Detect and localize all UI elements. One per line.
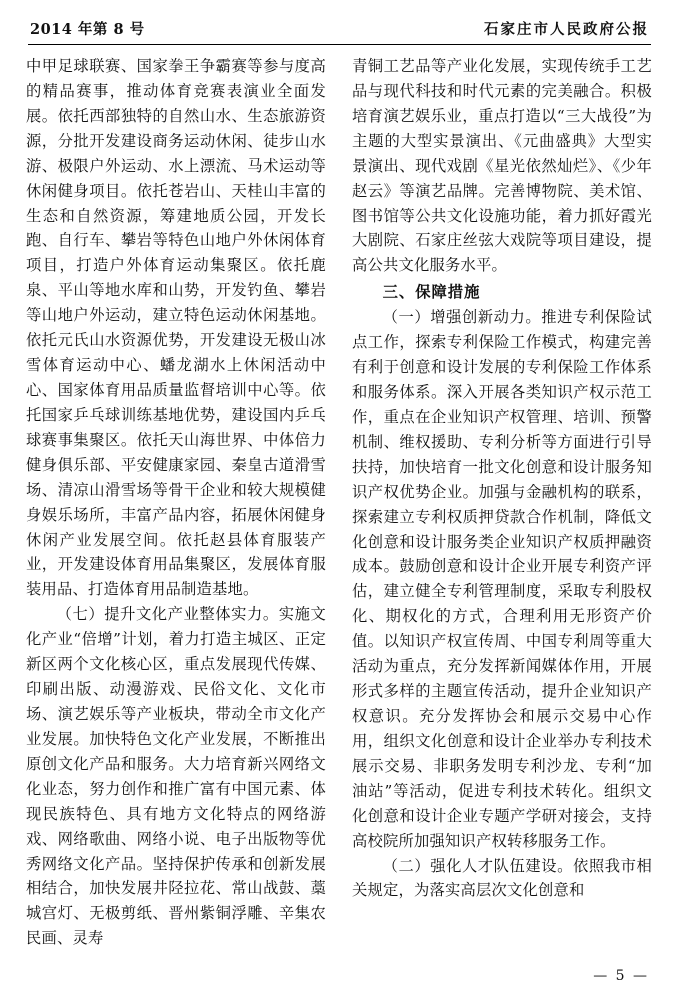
column-right — [352, 54, 652, 952]
section-heading: 三、保障措施 — [382, 283, 481, 302]
header-issue-label: 2014 年第 8 号 — [30, 21, 145, 38]
paragraph: 中甲足球联赛、国家拳王争霸赛等参与度高的精品赛事，推动体育竞赛表演业全面发展。依托西部独特的自然山水、生态旅游资源，分批开发建设商务运动休闲、徒步山水游、极限户外运动、水上漂流、马术运动等休闲健身项目。依托苍岩山、天桂山丰富的生态和自然资源，筹建地质公园，开发长跑、自行车、攀岩等特色山地户外休闲体育项目，打造户外体育运动集聚区。依托鹿泉、平山等地水库和山势，开发钓鱼、攀岩等山地户外运动，建立特色运动休闲基地。依托元氏山水资源优势，开发建设无极山冰雪体育运动中心、蟠龙湖水上休闲活动中心、国家体育用品质量监督培训中心等。依托国家乒乓球训练基地优势，建设国内乒乓球赛事集聚区。依托天山海世界、中体倍力健身俱乐部、平安健康家园、秦皇古道滑雪场、清凉山滑雪场等骨干企业和较大规模健身娱乐场所，丰富产品内容，拓展休闲健身休闲产业发展空间。依托赵县体育服装产业，开发建设体育用品集聚区，发展体育服装用品、打造体育用品制造基地。 — [26, 57, 326, 599]
header-publication-title: 石家庄市人民政府公报 — [484, 21, 649, 38]
text-columns — [26, 54, 653, 952]
page-number: — 5 — — [593, 968, 649, 984]
page-header — [26, 18, 653, 44]
header-divider — [28, 44, 651, 45]
paragraph: （一）增强创新动力。推进专利保险试点工作，探索专利保险工作模式，构建完善有利于创意和设计发展的专利保险工作体系和服务体系。深入开展各类知识产权示范工作，重点在企业知识产权管理、培训、预警机制、维权援助、专利分析等方面进行引导扶持，加快培育一批文化创意和设计服务知识产权优势企业。加强与金融机构的联系，探索建立专利权质押贷款合作机制，降低文化创意和设计服务类企业知识产权质押融资成本。鼓励创意和设计企业开展专利资产评估，建立健全专利管理制度，采取专利股权化、期权化的方式，合理利用无形资产价值。以知识产权宣传周、中国专利周等重大活动为重点，充分发挥新闻媒体作用，开展形式多样的主题宣传活动，提升企业知识产权意识。充分发挥协会和展示交易中心作用，组织文化创意和设计企业举办专利技术展示交易、非职务发明专利沙龙、专利“加油站”等活动，促进专利技术转化。组织文化创意和设计企业专题产学研对接会，支持高校院所加强知识产权转移服务工作。 — [352, 308, 652, 850]
column-left — [26, 54, 326, 952]
paragraph: （七）提升文化产业整体实力。实施文化产业“倍增”计划，着力打造主城区、正定新区两个文化核心区，重点发展现代传媒、印刷出版、动漫游戏、民俗文化、文化市场、演艺娱乐等产业板块，带动全市文化产业发展。加快特色文化产业发展，不断推出原创文化产品和服务。大力培育新兴网络文化业态，努力创作和推广富有中国元素、体现民族特色、具有地方文化特点的网络游戏、网络歌曲、网络小说、电子出版物等优秀网络文化产品。坚持保护传承和创新发展相结合，加快发展井陉拉花、常山战鼓、藁城宫灯、无极剪纸、晋州紫铜浮雕、辛集农民画、灵寿 — [26, 605, 326, 948]
paragraph: （二）强化人才队伍建设。依照我市相关规定，为落实高层次文化创意和 — [352, 856, 652, 900]
paragraph: 青铜工艺品等产业化发展，实现传统手工艺品与现代科技和时代元素的完美融合。积极培育演艺娱乐业，重点打造以“三大战役”为主题的大型实景演出、《元曲盛典》大型实景演出、现代戏剧《星光依然灿烂》、《少年赵云》等演艺品牌。完善博物院、美术馆、图书馆等公共文化设施功能，着力抓好霞光大剧院、石家庄丝弦大戏院等项目建设，提高公共文化服务水平。 — [352, 57, 652, 275]
